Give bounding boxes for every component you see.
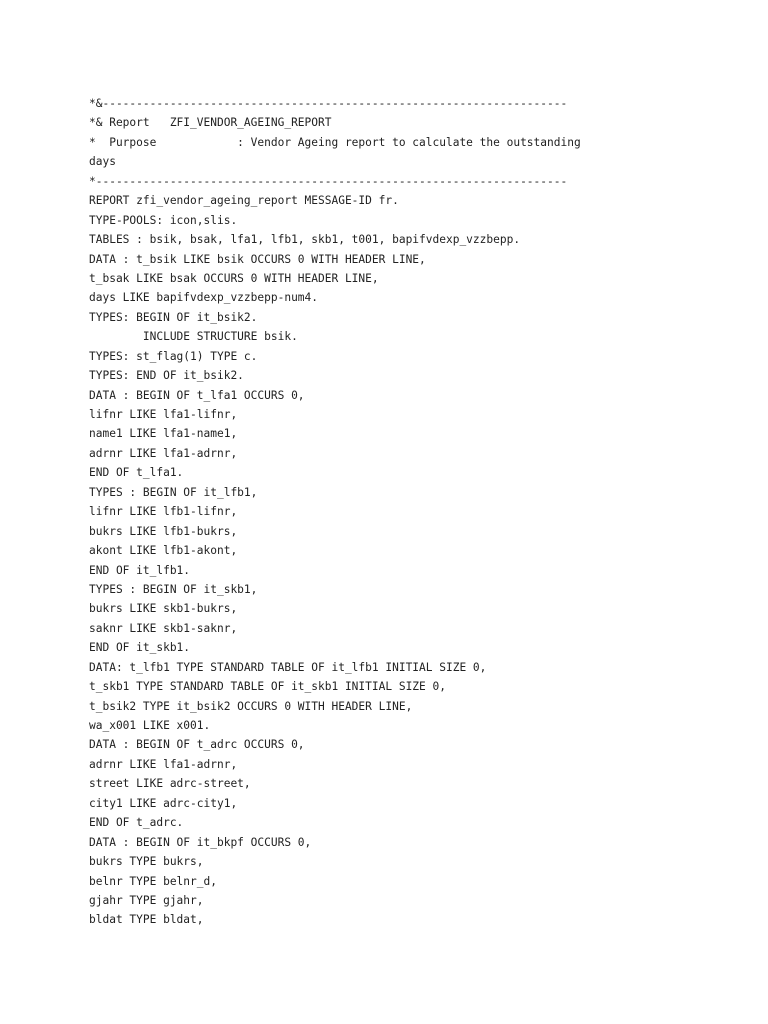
code-line: * Purpose : Vendor Ageing report to calculate the outstanding: [89, 135, 581, 149]
code-line: t_skb1 TYPE STANDARD TABLE OF it_skb1 INITIAL SIZE 0,: [89, 680, 446, 694]
code-line: t_bsak LIKE bsak OCCURS 0 WITH HEADER LINE,: [89, 271, 379, 285]
code-line: TYPES: END OF it_bsik2.: [89, 369, 244, 383]
code-line: *& Report ZFI_VENDOR_AGEING_REPORT: [89, 116, 332, 130]
code-line: city1 LIKE adrc-city1,: [89, 796, 238, 810]
code-line: bldat TYPE bldat,: [89, 913, 204, 927]
code-line: saknr LIKE skb1-saknr,: [89, 621, 238, 635]
code-line: street LIKE adrc-street,: [89, 777, 251, 791]
code-line: *&---------------------------------------------------------------------: [89, 97, 568, 110]
code-line: t_bsik2 TYPE it_bsik2 OCCURS 0 WITH HEADER LINE,: [89, 699, 413, 713]
code-line: bukrs LIKE lfb1-bukrs,: [89, 524, 238, 538]
code-line: TYPES: st_flag(1) TYPE c.: [89, 349, 258, 363]
code-line: *----------------------------------------------------------------------: [89, 174, 568, 188]
code-listing: [89, 94, 749, 930]
code-line: TYPE-POOLS: icon,slis.: [89, 213, 238, 227]
code-line: akont LIKE lfb1-akont,: [89, 544, 238, 558]
code-line: TYPES : BEGIN OF it_lfb1,: [89, 485, 258, 499]
code-line: TYPES : BEGIN OF it_skb1,: [89, 582, 258, 596]
code-line: DATA: t_lfb1 TYPE STANDARD TABLE OF it_lfb1 INITIAL SIZE 0,: [89, 660, 487, 674]
code-line: DATA : BEGIN OF t_lfa1 OCCURS 0,: [89, 388, 305, 402]
code-line: bukrs LIKE skb1-bukrs,: [89, 602, 238, 616]
code-line: DATA : BEGIN OF t_adrc OCCURS 0,: [89, 738, 305, 752]
code-line: days LIKE bapifvdexp_vzzbepp-num4.: [89, 291, 319, 305]
code-line: DATA : BEGIN OF it_bkpf OCCURS 0,: [89, 835, 312, 849]
code-line: adrnr LIKE lfa1-adrnr,: [89, 446, 238, 460]
code-line: INCLUDE STRUCTURE bsik.: [89, 330, 298, 344]
code-line: TABLES : bsik, bsak, lfa1, lfb1, skb1, t001, bapifvdexp_vzzbepp.: [89, 233, 521, 247]
code-line: days: [89, 155, 116, 169]
code-line: lifnr LIKE lfb1-lifnr,: [89, 505, 238, 519]
code-line: END OF it_lfb1.: [89, 563, 191, 577]
code-line: bukrs TYPE bukrs,: [89, 855, 204, 869]
code-line: belnr TYPE belnr_d,: [89, 874, 217, 888]
code-line: gjahr TYPE gjahr,: [89, 893, 204, 907]
code-line: adrnr LIKE lfa1-adrnr,: [89, 757, 238, 771]
code-line: lifnr LIKE lfa1-lifnr,: [89, 408, 238, 421]
code-line: END OF it_skb1.: [89, 641, 191, 655]
code-line: END OF t_lfa1.: [89, 466, 184, 480]
code-line: REPORT zfi_vendor_ageing_report MESSAGE-ID fr.: [89, 194, 399, 208]
code-line: wa_x001 LIKE x001.: [89, 719, 211, 732]
code-line: DATA : t_bsik LIKE bsik OCCURS 0 WITH HEADER LINE,: [89, 252, 426, 266]
code-line: name1 LIKE lfa1-name1,: [89, 427, 238, 441]
code-line: TYPES: BEGIN OF it_bsik2.: [89, 310, 258, 324]
code-line: END OF t_adrc.: [89, 816, 184, 830]
